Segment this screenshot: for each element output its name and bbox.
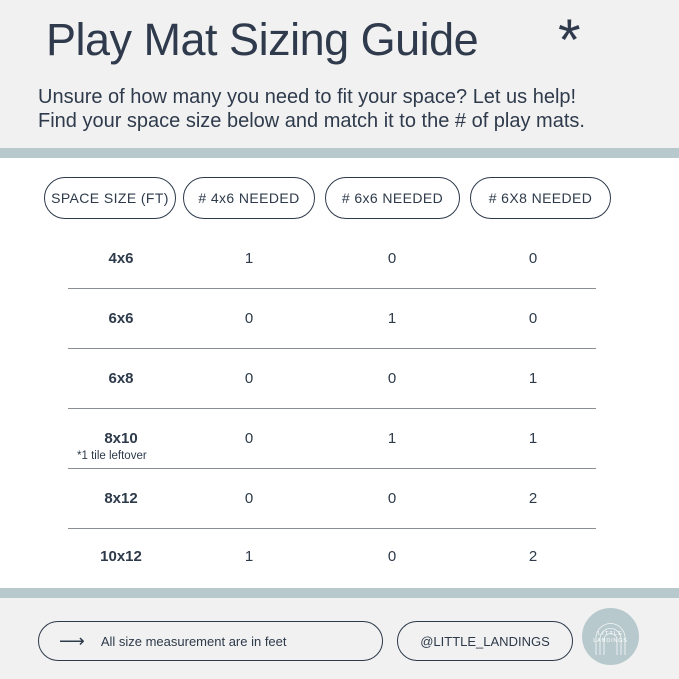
row-space-size: 8x12 [104, 489, 138, 507]
row-count-6x6: 0 [387, 249, 397, 267]
table-row [0, 408, 679, 468]
row-space-size: 6x8 [108, 369, 134, 387]
header-6x6-needed: # 6x6 NEEDED [325, 177, 460, 219]
row-count-4x6: 0 [244, 489, 254, 507]
header-6x8-needed: # 6X8 NEEDED [470, 177, 611, 219]
row-count-6x6: 1 [387, 309, 397, 327]
subtitle-line-1: Unsure of how many you need to fit your space? Let us help! [38, 86, 577, 108]
footer [0, 598, 679, 679]
row-space-size: 10x12 [100, 547, 142, 565]
social-handle: @LITTLE_LANDINGS [420, 633, 550, 649]
top-divider-band [0, 148, 679, 158]
row-count-6x8: 2 [528, 547, 538, 565]
subtitle-line-2: Find your space size below and match it to the # of play mats. [38, 110, 585, 132]
arch-logo-icon [582, 608, 639, 665]
row-count-6x6: 0 [387, 369, 397, 387]
asterisk-icon: * [558, 8, 581, 73]
svg-text:LITTLE: LITTLE [597, 631, 624, 637]
row-count-6x8: 1 [528, 429, 538, 447]
page-title: Play Mat Sizing Guide [46, 14, 479, 65]
row-count-6x8: 0 [528, 249, 538, 267]
row-count-4x6: 0 [244, 369, 254, 387]
subtitle [38, 85, 585, 133]
measurement-note: All size measurement are in feet [100, 633, 287, 649]
row-count-6x8: 0 [528, 309, 538, 327]
table-row [0, 526, 679, 586]
row-space-size: 6x6 [108, 309, 134, 327]
measurement-note-pill [38, 621, 383, 661]
row-count-4x6: 0 [244, 429, 254, 447]
svg-text:LANDINGS: LANDINGS [593, 638, 628, 644]
row-count-4x6: 0 [244, 309, 254, 327]
row-space-size: 8x10 [104, 429, 138, 447]
row-space-size: 4x6 [108, 249, 134, 267]
table-row [0, 228, 679, 288]
row-count-6x8: 2 [528, 489, 538, 507]
arrow-right-icon: ⟶ [59, 631, 85, 651]
sizing-table [0, 158, 679, 588]
social-handle-pill[interactable] [397, 621, 573, 661]
row-count-6x8: 1 [528, 369, 538, 387]
header-space-size: SPACE SIZE (FT) [44, 177, 176, 219]
header-4x6-needed: # 4x6 NEEDED [183, 177, 315, 219]
bottom-divider-band [0, 588, 679, 598]
row-count-4x6: 1 [244, 249, 254, 267]
table-row [0, 468, 679, 528]
row-count-4x6: 1 [244, 547, 254, 565]
row-count-6x6: 1 [387, 429, 397, 447]
header [0, 0, 679, 148]
row-count-6x6: 0 [387, 489, 397, 507]
leftover-note: *1 tile leftover [77, 450, 147, 462]
brand-logo [582, 608, 639, 665]
table-row [0, 288, 679, 348]
row-count-6x6: 0 [387, 547, 397, 565]
table-row [0, 348, 679, 408]
